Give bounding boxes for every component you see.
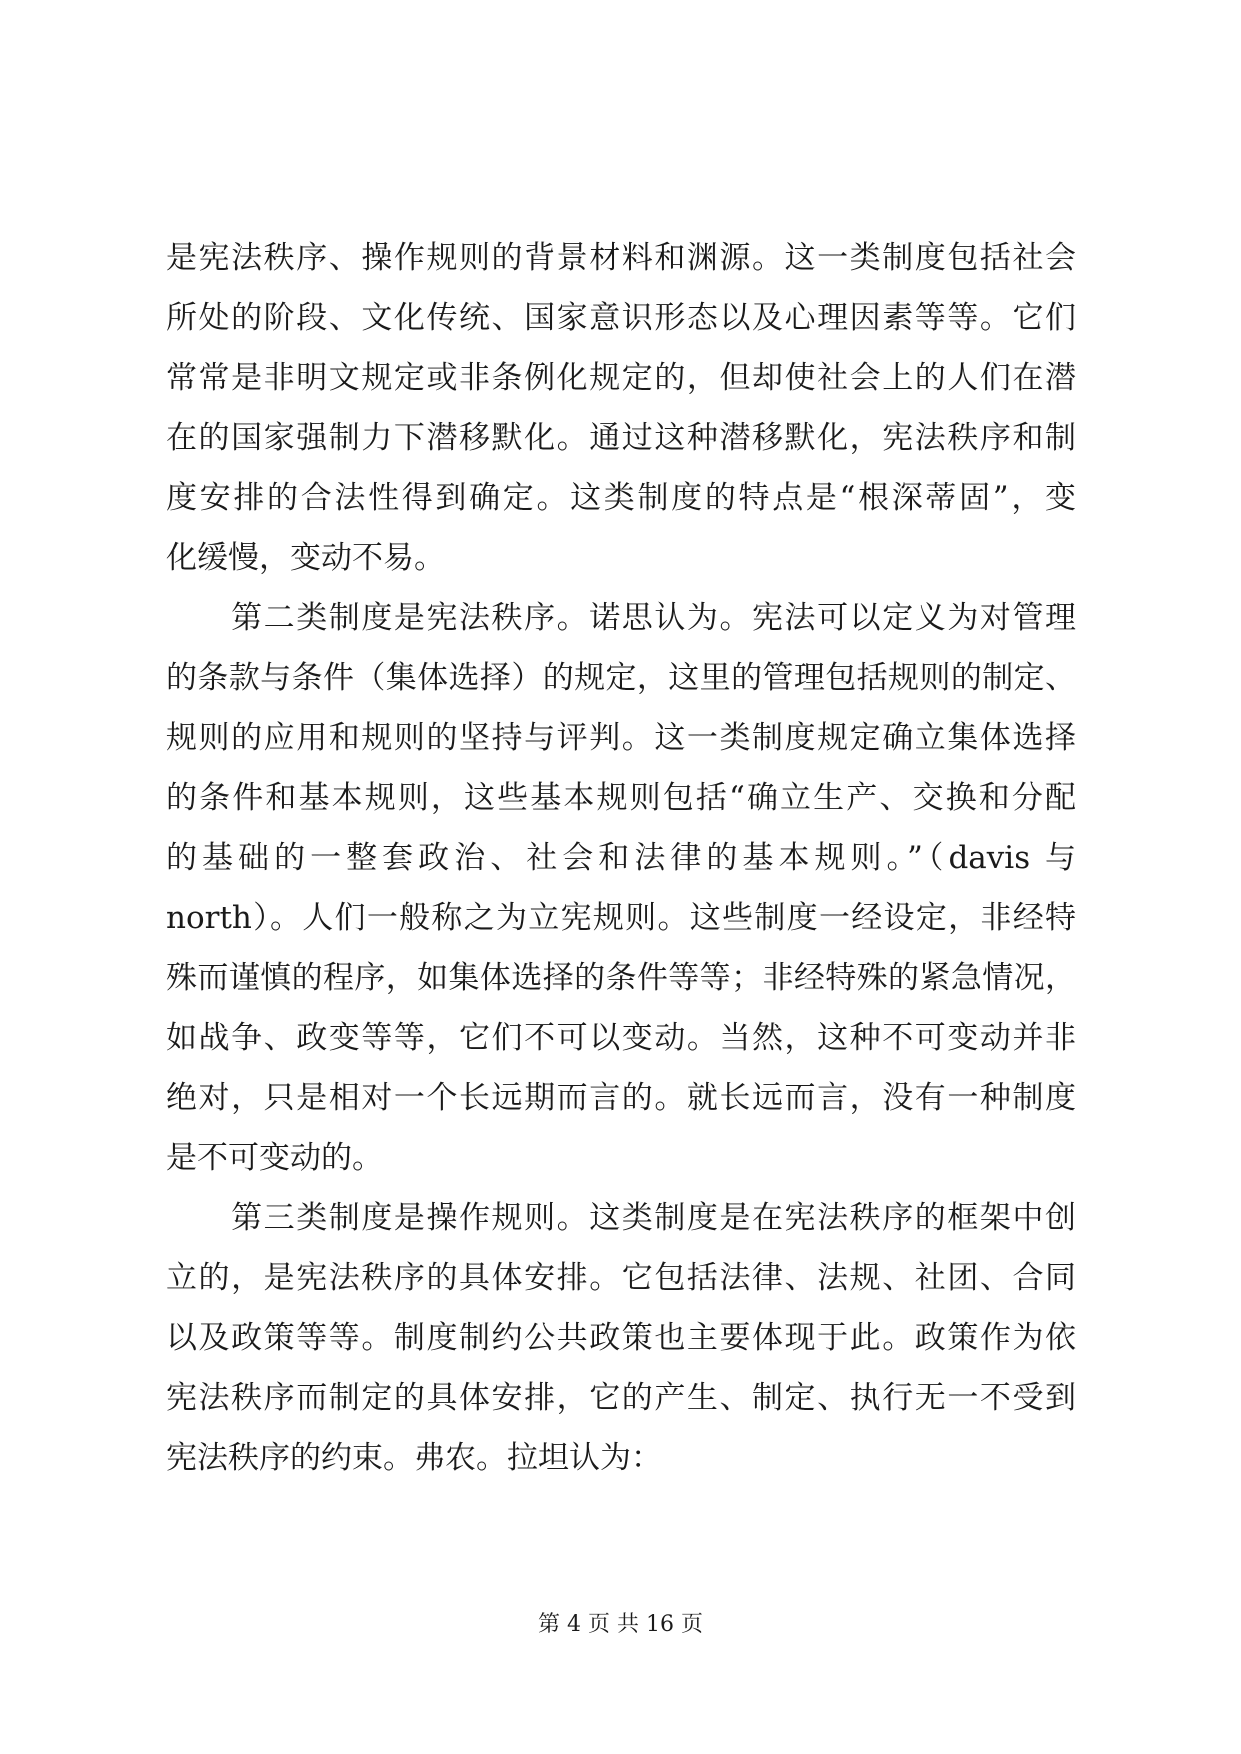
text-line: 宪法秩序而制定的具体安排，它的产生、制定、执行无一不受到 (166, 1380, 1076, 1416)
text-line: 化缓慢，变动不易。 (166, 540, 445, 576)
text-line: north）。人们一般称之为立宪规则。这些制度一经设定，非经特 (166, 900, 1076, 936)
text-line: 立的，是宪法秩序的具体安排。它包括法律、法规、社团、合同 (166, 1260, 1076, 1296)
page-number-footer: 第 4 页 共 16 页 (538, 1612, 703, 1637)
text-line: 如战争、政变等等，它们不可以变动。当然，这种不可变动并非 (166, 1020, 1076, 1056)
text-line: 的条件和基本规则，这些基本规则包括“确立生产、交换和分配 (166, 780, 1076, 816)
text-line: 是宪法秩序、操作规则的背景材料和渊源。这一类制度包括社会 (166, 240, 1076, 276)
text-line: 常常是非明文规定或非条例化规定的，但却使社会上的人们在潜 (166, 360, 1076, 396)
text-line: 第三类制度是操作规则。这类制度是在宪法秩序的框架中创 (166, 1200, 1076, 1236)
text-line: 宪法秩序的约束。弗农。拉坦认为： (166, 1440, 662, 1476)
text-line: 的条款与条件（集体选择）的规定，这里的管理包括规则的制定、 (166, 660, 1076, 696)
text-line: 以及政策等等。制度制约公共政策也主要体现于此。政策作为依 (166, 1320, 1076, 1356)
body-text (166, 228, 1076, 1488)
text-line: 是不可变动的。 (166, 1140, 383, 1176)
text-line: 绝对，只是相对一个长远期而言的。就长远而言，没有一种制度 (166, 1080, 1076, 1116)
text-line: 殊而谨慎的程序，如集体选择的条件等等；非经特殊的紧急情况， (166, 960, 1076, 996)
text-line: 所处的阶段、文化传统、国家意识形态以及心理因素等等。它们 (166, 300, 1076, 336)
text-line: 度安排的合法性得到确定。这类制度的特点是“根深蒂固”，变 (166, 480, 1076, 516)
text-line: 在的国家强制力下潜移默化。通过这种潜移默化，宪法秩序和制 (166, 420, 1076, 456)
text-line: 第二类制度是宪法秩序。诺思认为。宪法可以定义为对管理 (166, 600, 1076, 636)
text-line: 规则的应用和规则的坚持与评判。这一类制度规定确立集体选择 (166, 720, 1076, 756)
text-line: 的基础的一整套政治、社会和法律的基本规则。”（davis 与 (166, 840, 1076, 876)
